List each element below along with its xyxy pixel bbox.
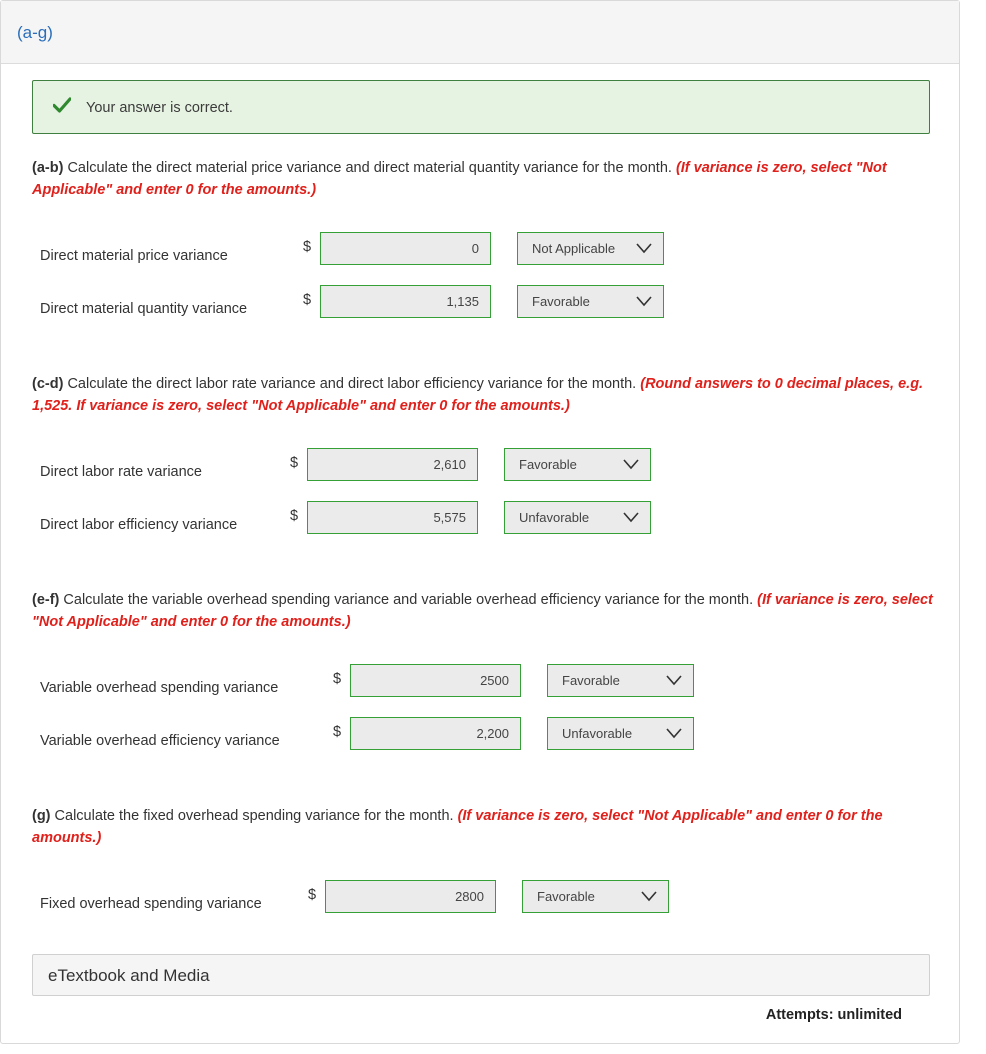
prompt-ab — [32, 157, 937, 201]
prompt-ab-text: Calculate the direct material price variance and direct material quantity variance for the month. — [63, 160, 676, 176]
currency-symbol: $ — [303, 292, 312, 308]
chevron-down-icon — [623, 511, 639, 523]
variance-type-select[interactable] — [547, 664, 694, 697]
attempts-counter: Attempts: unlimited — [765, 1007, 902, 1023]
amount-input[interactable]: 1,135 — [320, 285, 491, 318]
etextbook-media-label: eTextbook and Media — [48, 966, 210, 985]
prompt-cd-text: Calculate the direct labor rate variance and direct labor efficiency variance for the month. — [63, 376, 641, 392]
variance-type-select[interactable] — [517, 232, 664, 265]
banner-message: Your answer is correct. — [86, 100, 233, 116]
prompt-g-label: (g) — [32, 808, 51, 824]
select-value: Favorable — [562, 673, 620, 688]
row-label: Variable overhead spending variance — [40, 680, 279, 696]
amount-input[interactable]: 2,200 — [350, 717, 521, 750]
prompt-ab-hint: (If variance is zero, select "Not Applicable" and enter 0 for the amounts.) — [32, 160, 887, 198]
row-label: Direct material quantity variance — [40, 301, 248, 317]
row-label: Direct material price variance — [40, 248, 228, 264]
chevron-down-icon — [636, 242, 652, 254]
variance-type-select[interactable] — [504, 501, 651, 534]
variance-type-select[interactable] — [517, 285, 664, 318]
amount-input[interactable]: 0 — [320, 232, 491, 265]
amount-input[interactable]: 2,610 — [307, 448, 478, 481]
row-label: Direct labor efficiency variance — [40, 517, 238, 533]
row-label: Direct labor rate variance — [40, 464, 202, 480]
row-label: Variable overhead efficiency variance — [40, 733, 280, 749]
prompt-ab-label: (a-b) — [32, 160, 64, 176]
select-value: Favorable — [519, 457, 577, 472]
prompt-ef-label: (e-f) — [32, 592, 60, 608]
currency-symbol: $ — [333, 724, 342, 740]
chevron-down-icon — [641, 890, 657, 902]
select-value: Unfavorable — [519, 510, 590, 525]
variance-type-select[interactable] — [504, 448, 651, 481]
variance-type-select[interactable] — [522, 880, 669, 913]
prompt-ef-hint: (If variance is zero, select "Not Applicable" and enter 0 for the amounts.) — [32, 592, 933, 630]
select-value: Favorable — [532, 294, 590, 309]
chevron-down-icon — [666, 674, 682, 686]
amount-input[interactable]: 2500 — [350, 664, 521, 697]
currency-symbol: $ — [303, 239, 312, 255]
variance-type-select[interactable] — [547, 717, 694, 750]
question-header — [1, 1, 959, 64]
prompt-g-hint: (If variance is zero, select "Not Applicable" and enter 0 for the amounts.) — [32, 808, 883, 846]
check-icon — [53, 97, 71, 113]
chevron-down-icon — [666, 727, 682, 739]
question-title[interactable]: (a-g) — [17, 23, 53, 42]
prompt-cd — [32, 373, 937, 417]
amount-input[interactable]: 2800 — [325, 880, 496, 913]
row-label: Fixed overhead spending variance — [40, 896, 262, 912]
select-value: Unfavorable — [562, 726, 633, 741]
prompt-g — [32, 805, 937, 849]
select-value: Favorable — [537, 889, 595, 904]
prompt-cd-hint: (Round answers to 0 decimal places, e.g. 1,525. If variance is zero, select "Not Applicable" and enter 0 for the amounts.) — [32, 376, 924, 414]
chevron-down-icon — [623, 458, 639, 470]
prompt-ef-text: Calculate the variable overhead spending variance and variable overhead efficiency variance for the month. — [59, 592, 758, 608]
currency-symbol: $ — [290, 455, 299, 471]
correct-answer-banner — [32, 80, 930, 134]
prompt-cd-label: (c-d) — [32, 376, 64, 392]
chevron-down-icon — [636, 295, 652, 307]
prompt-g-text: Calculate the fixed overhead spending variance for the month. — [50, 808, 458, 824]
amount-input[interactable]: 5,575 — [307, 501, 478, 534]
select-value: Not Applicable — [532, 241, 616, 256]
prompt-ef — [32, 589, 937, 633]
currency-symbol: $ — [308, 887, 317, 903]
currency-symbol: $ — [333, 671, 342, 687]
etextbook-media-bar[interactable] — [32, 954, 930, 996]
currency-symbol: $ — [290, 508, 299, 524]
